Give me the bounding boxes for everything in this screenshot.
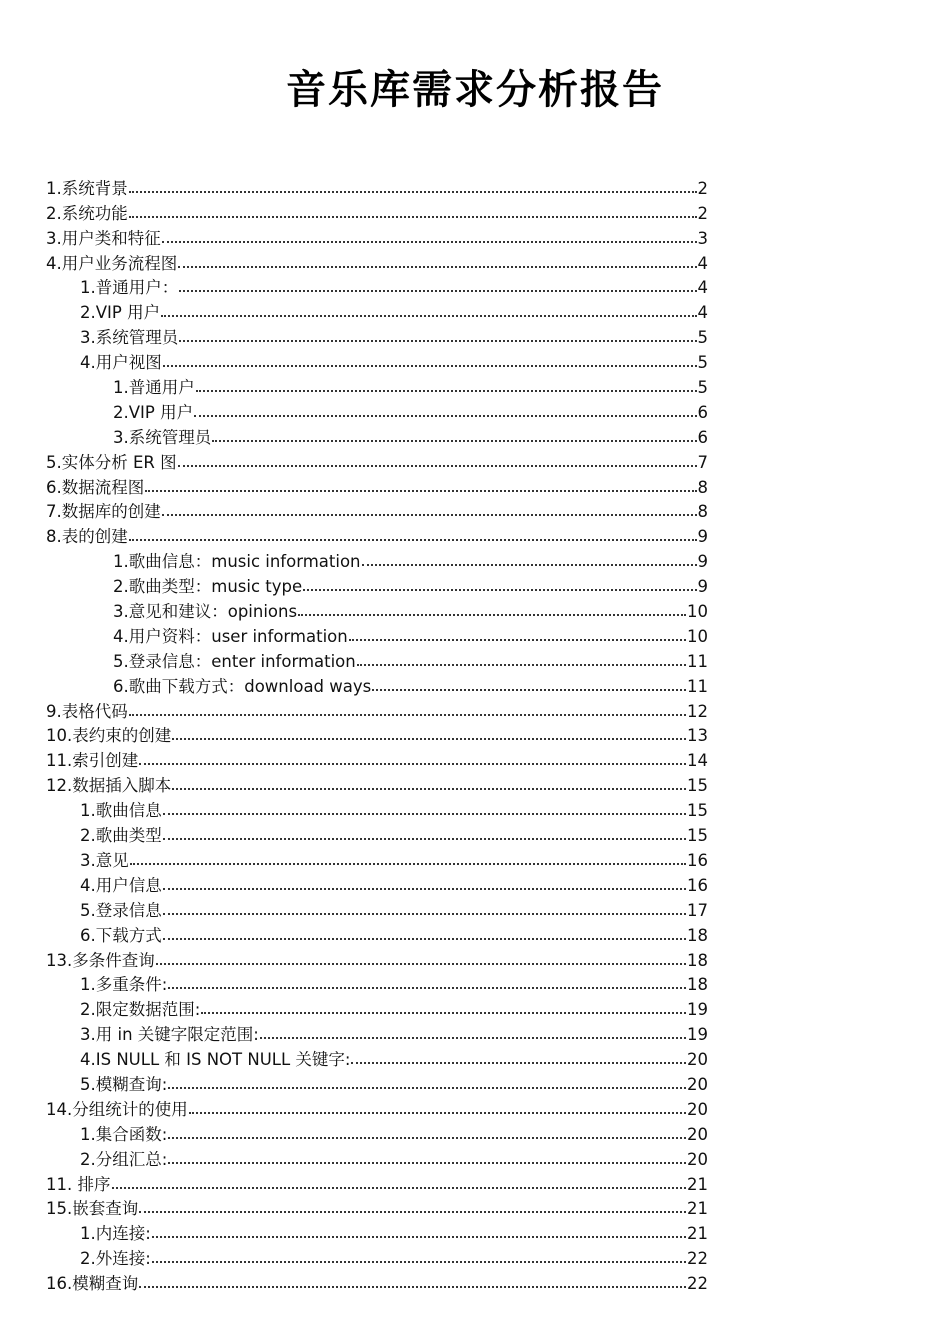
toc-entry-page-number: 20 [687, 1149, 708, 1169]
toc-entry[interactable] [46, 249, 708, 274]
toc-entry-label: 2.VIP 用户 [113, 402, 194, 422]
toc-entry-label: 2.歌曲类型：music type [113, 577, 303, 597]
toc-entry-page-number: 3 [697, 228, 708, 248]
toc-entry[interactable] [46, 224, 708, 249]
toc-entry-label: 14.分组统计的使用 [46, 1099, 188, 1119]
toc-entry-label: 2.歌曲类型 [80, 826, 162, 846]
toc-entry-page-number: 19 [687, 1025, 708, 1045]
toc-entry-page-number: 20 [687, 1074, 708, 1094]
toc-entry-label: 3.用户类和特征 [46, 228, 161, 248]
toc-entry[interactable] [113, 423, 708, 448]
toc-entry[interactable] [46, 946, 708, 971]
toc-entry[interactable] [46, 1095, 708, 1120]
toc-entry[interactable] [80, 846, 708, 871]
toc-dot-leader [112, 1187, 687, 1189]
toc-entry-page-number: 11 [687, 676, 708, 696]
toc-entry-page-number: 20 [687, 1099, 708, 1119]
toc-dot-leader [196, 390, 697, 392]
toc-dot-leader [129, 714, 686, 716]
toc-entry-page-number: 5 [697, 378, 708, 398]
toc-entry-page-number: 2 [697, 178, 708, 198]
toc-entry[interactable] [46, 1269, 708, 1294]
toc-entry-page-number: 21 [687, 1199, 708, 1219]
toc-entry[interactable] [80, 921, 708, 946]
toc-dot-leader [179, 340, 696, 342]
toc-dot-leader [260, 1037, 686, 1039]
toc-entry-page-number: 6 [697, 427, 708, 447]
toc-entry[interactable] [80, 1020, 708, 1045]
toc-dot-leader [194, 415, 696, 417]
toc-entry-page-number: 9 [697, 552, 708, 572]
toc-entry[interactable] [113, 547, 708, 572]
toc-entry-label: 16.模糊查询 [46, 1274, 139, 1294]
toc-entry-page-number: 16 [687, 875, 708, 895]
toc-entry-label: 4.用户信息 [80, 875, 162, 895]
toc-entry-label: 1.普通用户： [80, 278, 179, 298]
toc-entry-page-number: 15 [687, 826, 708, 846]
toc-entry-page-number: 20 [687, 1124, 708, 1144]
toc-entry-label: 2.限定数据范围: [80, 1000, 201, 1020]
toc-entry-label: 12.数据插入脚本 [46, 776, 172, 796]
toc-entry-page-number: 19 [687, 1000, 708, 1020]
toc-dot-leader [179, 290, 696, 292]
toc-entry-label: 3.意见和建议：opinions [113, 602, 298, 622]
toc-entry-page-number: 5 [697, 328, 708, 348]
toc-entry-page-number: 18 [687, 975, 708, 995]
toc-dot-leader [178, 266, 696, 268]
toc-entry-page-number: 21 [687, 1224, 708, 1244]
toc-entry-page-number: 16 [687, 850, 708, 870]
toc-entry-page-number: 8 [697, 502, 708, 522]
toc-entry-page-number: 15 [687, 776, 708, 796]
toc-entry-page-number: 15 [687, 801, 708, 821]
toc-entry-label: 2.外连接: [80, 1249, 151, 1269]
toc-entry-page-number: 4 [697, 278, 708, 298]
toc-entry-label: 6.数据流程图 [46, 477, 145, 497]
toc-dot-leader [129, 539, 697, 541]
toc-dot-leader [163, 913, 686, 915]
toc-entry-page-number: 14 [687, 751, 708, 771]
toc-entry-label: 3.系统管理员 [80, 328, 179, 348]
toc-entry-page-number: 7 [697, 452, 708, 472]
toc-entry-label: 3.用 in 关键字限定范围: [80, 1025, 259, 1045]
toc-dot-leader [163, 938, 686, 940]
toc-entry[interactable] [46, 448, 708, 473]
toc-entry[interactable] [46, 746, 708, 771]
toc-dot-leader [129, 191, 697, 193]
toc-dot-leader [129, 216, 697, 218]
toc-entry[interactable] [46, 1195, 708, 1220]
toc-entry-page-number: 22 [687, 1274, 708, 1294]
toc-entry[interactable] [80, 1244, 708, 1269]
toc-entry-label: 9.表格代码 [46, 701, 128, 721]
toc-entry-page-number: 2 [697, 203, 708, 223]
toc-entry-label: 1.歌曲信息：music information [113, 552, 361, 572]
toc-entry-label: 2.分组汇总: [80, 1149, 168, 1169]
toc-entry[interactable] [113, 622, 708, 647]
toc-dot-leader [163, 365, 697, 367]
toc-entry-page-number: 6 [697, 402, 708, 422]
toc-dot-leader [189, 1112, 686, 1114]
toc-entry-page-number: 13 [687, 726, 708, 746]
toc-entry[interactable] [113, 373, 708, 398]
toc-entry-label: 5.登录信息：enter information [113, 651, 356, 671]
toc-entry-page-number: 20 [687, 1050, 708, 1070]
toc-entry-label: 1.多重条件: [80, 975, 168, 995]
toc-entry[interactable] [80, 796, 708, 821]
toc-entry[interactable] [80, 896, 708, 921]
toc-dot-leader [152, 1261, 686, 1263]
toc-entry-label: 1.内连接: [80, 1224, 151, 1244]
toc-dot-leader [161, 315, 696, 317]
toc-entry-label: 5.模糊查询: [80, 1074, 168, 1094]
toc-dot-leader [139, 763, 686, 765]
toc-entry[interactable] [46, 697, 708, 722]
toc-dot-leader [372, 689, 686, 691]
toc-entry[interactable] [46, 771, 708, 796]
toc-entry-page-number: 8 [697, 477, 708, 497]
toc-dot-leader [298, 614, 686, 616]
toc-dot-leader [303, 589, 696, 591]
table-of-contents [0, 174, 950, 1294]
toc-entry-label: 1.系统背景 [46, 178, 128, 198]
toc-entry-label: 1.歌曲信息 [80, 801, 162, 821]
toc-dot-leader [156, 963, 686, 965]
toc-dot-leader [201, 1012, 686, 1014]
toc-dot-leader [163, 888, 686, 890]
toc-dot-leader [357, 664, 686, 666]
toc-entry[interactable] [46, 722, 708, 747]
toc-dot-leader [145, 490, 696, 492]
toc-entry-label: 3.系统管理员 [113, 427, 212, 447]
toc-entry[interactable] [113, 597, 708, 622]
toc-entry-label: 6.歌曲下载方式：download ways [113, 676, 372, 696]
toc-entry-page-number: 10 [687, 602, 708, 622]
toc-entry-page-number: 4 [697, 303, 708, 323]
toc-entry-label: 11.索引创建 [46, 751, 139, 771]
toc-dot-leader [168, 1087, 686, 1089]
toc-entry[interactable] [80, 1219, 708, 1244]
toc-entry-label: 10.表约束的创建 [46, 726, 172, 746]
toc-entry[interactable] [80, 298, 708, 323]
toc-entry[interactable] [80, 1045, 708, 1070]
toc-entry-label: 4.用户资料：user information [113, 626, 348, 646]
toc-entry-label: 1.普通用户 [113, 378, 195, 398]
toc-dot-leader [162, 514, 697, 516]
toc-entry-label: 13.多条件查询 [46, 950, 155, 970]
toc-dot-leader [362, 564, 697, 566]
toc-entry-page-number: 22 [687, 1249, 708, 1269]
toc-dot-leader [139, 1286, 686, 1288]
toc-entry-label: 7.数据库的创建 [46, 502, 161, 522]
toc-entry-label: 2.VIP 用户 [80, 303, 161, 323]
toc-dot-leader [163, 838, 686, 840]
toc-entry[interactable] [46, 522, 708, 547]
toc-entry[interactable] [80, 323, 708, 348]
toc-dot-leader [172, 788, 686, 790]
toc-entry[interactable] [80, 1145, 708, 1170]
toc-dot-leader [178, 465, 697, 467]
toc-dot-leader [168, 987, 686, 989]
toc-entry[interactable] [113, 647, 708, 672]
toc-dot-leader [351, 1062, 686, 1064]
toc-dot-leader [212, 440, 696, 442]
toc-entry[interactable] [80, 971, 708, 996]
toc-entry-label: 3.意见 [80, 850, 129, 870]
toc-entry[interactable] [80, 995, 708, 1020]
toc-entry-label: 4.用户视图 [80, 353, 162, 373]
toc-dot-leader [349, 639, 686, 641]
toc-entry-label: 5.登录信息 [80, 900, 162, 920]
toc-entry-page-number: 18 [687, 925, 708, 945]
toc-entry-page-number: 10 [687, 626, 708, 646]
toc-entry[interactable] [80, 1070, 708, 1095]
toc-dot-leader [152, 1236, 686, 1238]
toc-dot-leader [163, 813, 686, 815]
toc-dot-leader [162, 241, 697, 243]
toc-entry-label: 4.IS NULL 和 IS NOT NULL 关键字: [80, 1050, 351, 1070]
toc-entry[interactable] [46, 199, 708, 224]
toc-entry[interactable] [80, 348, 708, 373]
toc-entry[interactable] [113, 672, 708, 697]
toc-entry-page-number: 5 [697, 353, 708, 373]
toc-entry-page-number: 4 [697, 253, 708, 273]
toc-entry-label: 8.表的创建 [46, 527, 128, 547]
toc-entry[interactable] [80, 1120, 708, 1145]
toc-entry-label: 1.集合函数: [80, 1124, 168, 1144]
toc-entry-label: 2.系统功能 [46, 203, 128, 223]
toc-entry-label: 6.下载方式 [80, 925, 162, 945]
toc-dot-leader [172, 738, 686, 740]
toc-entry-page-number: 12 [687, 701, 708, 721]
toc-entry-label: 15.嵌套查询 [46, 1199, 139, 1219]
toc-entry[interactable] [113, 572, 708, 597]
toc-entry-label: 11. 排序 [46, 1174, 111, 1194]
toc-entry[interactable] [46, 174, 708, 199]
toc-entry[interactable] [46, 473, 708, 498]
toc-dot-leader [168, 1162, 686, 1164]
toc-entry[interactable] [113, 398, 708, 423]
toc-entry-page-number: 17 [687, 900, 708, 920]
toc-dot-leader [139, 1211, 686, 1213]
toc-entry-label: 4.用户业务流程图 [46, 253, 178, 273]
toc-entry-page-number: 18 [687, 950, 708, 970]
toc-entry-page-number: 9 [697, 577, 708, 597]
toc-entry[interactable] [80, 821, 708, 846]
toc-entry-page-number: 21 [687, 1174, 708, 1194]
document-title: 音乐库需求分析报告 [286, 67, 664, 113]
toc-entry[interactable] [80, 274, 708, 299]
toc-entry[interactable] [46, 498, 708, 523]
toc-entry[interactable] [80, 871, 708, 896]
toc-entry-label: 5.实体分析 ER 图 [46, 452, 177, 472]
toc-entry-page-number: 9 [697, 527, 708, 547]
toc-entry-page-number: 11 [687, 651, 708, 671]
toc-dot-leader [168, 1137, 686, 1139]
toc-entry[interactable] [46, 1170, 708, 1195]
toc-dot-leader [130, 863, 686, 865]
